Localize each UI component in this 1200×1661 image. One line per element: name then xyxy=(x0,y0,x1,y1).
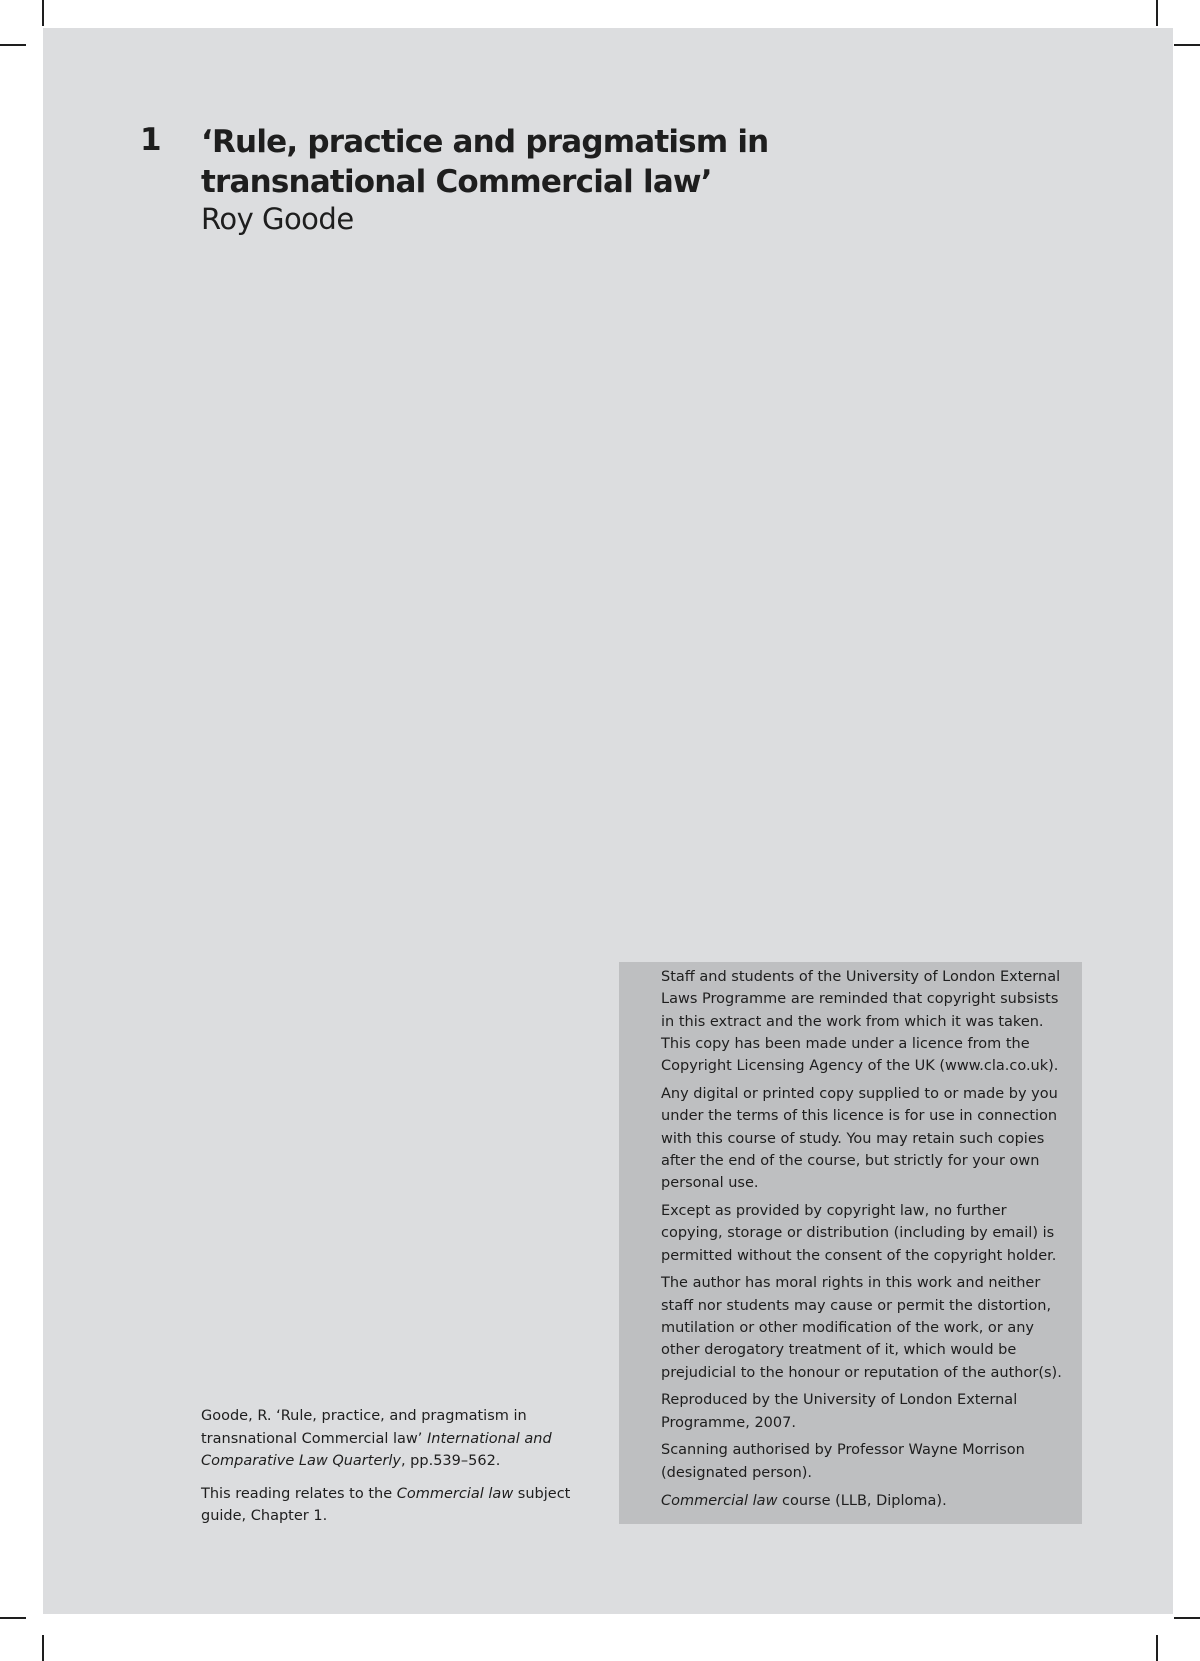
relates-subject: Commercial law xyxy=(396,1485,514,1502)
citation-ref-prefix: Goode, R. ‘Rule, practice, and pragmatism in transnational Commercial law’ xyxy=(201,1408,527,1447)
crop-mark-bottom-left-h xyxy=(0,1617,26,1619)
notice-paragraph: The author has moral rights in this work and neither staff nor students may cause or permit the distortion, mutilation or other modification of the work, or any other derogatory treatment of it, which would be prejudicial to the honour or reputation of the author(s). xyxy=(661,1275,1062,1381)
copyright-notice-text xyxy=(661,966,1071,1517)
citation-relates xyxy=(201,1483,591,1528)
notice-paragraph: Any digital or printed copy supplied to or made by you under the terms of this licence is for use in connection with this course of study. You may retain such copies after the end of the course, but strictly for your own personal use. xyxy=(661,1085,1058,1192)
notice-course-line xyxy=(661,1490,1071,1512)
crop-mark-top-left-h xyxy=(0,44,26,46)
crop-mark-top-right xyxy=(1156,0,1158,26)
copyright-notice-box xyxy=(619,962,1082,1524)
crop-mark-bottom-right-h xyxy=(1174,1617,1200,1619)
notice-paragraph: Staff and students of the University of London External Laws Programme are reminded that copyright subsists in this extract and the work from which it was taken. This copy has been made under a licence from the Copyright Licensing Agency of the UK (www.cla.co.uk). xyxy=(661,969,1061,1075)
chapter-author: Roy Goode xyxy=(201,202,354,236)
citation-block xyxy=(201,1405,591,1538)
citation-journal: International and Comparative Law Quarterly xyxy=(201,1430,552,1469)
notice-paragraph: Reproduced by the University of London External Programme, 2007. xyxy=(661,1392,1018,1431)
crop-mark-top-right-h xyxy=(1174,44,1200,46)
citation-pages: , pp.539–562. xyxy=(400,1453,501,1469)
course-name: Commercial law xyxy=(661,1492,778,1509)
notice-paragraph: Scanning authorised by Professor Wayne Morrison (designated person). xyxy=(661,1442,1025,1481)
notice-paragraph: Except as provided by copyright law, no further copying, storage or distribution (including by email) is permitted without the consent of the copyright holder. xyxy=(661,1202,1057,1264)
crop-mark-bottom-right xyxy=(1156,1635,1158,1661)
chapter-title: ‘Rule, practice and pragmatism in transnational Commercial law’ xyxy=(201,124,769,200)
relates-prefix: This reading relates to the xyxy=(201,1485,393,1502)
crop-mark-top-left xyxy=(42,0,44,26)
course-suffix: course (LLB, Diploma). xyxy=(782,1492,947,1509)
crop-mark-bottom-left xyxy=(42,1635,44,1661)
chapter-number: 1 xyxy=(140,122,162,158)
relates-suffix: subject guide, Chapter 1. xyxy=(201,1485,571,1524)
citation-reference xyxy=(201,1405,591,1473)
